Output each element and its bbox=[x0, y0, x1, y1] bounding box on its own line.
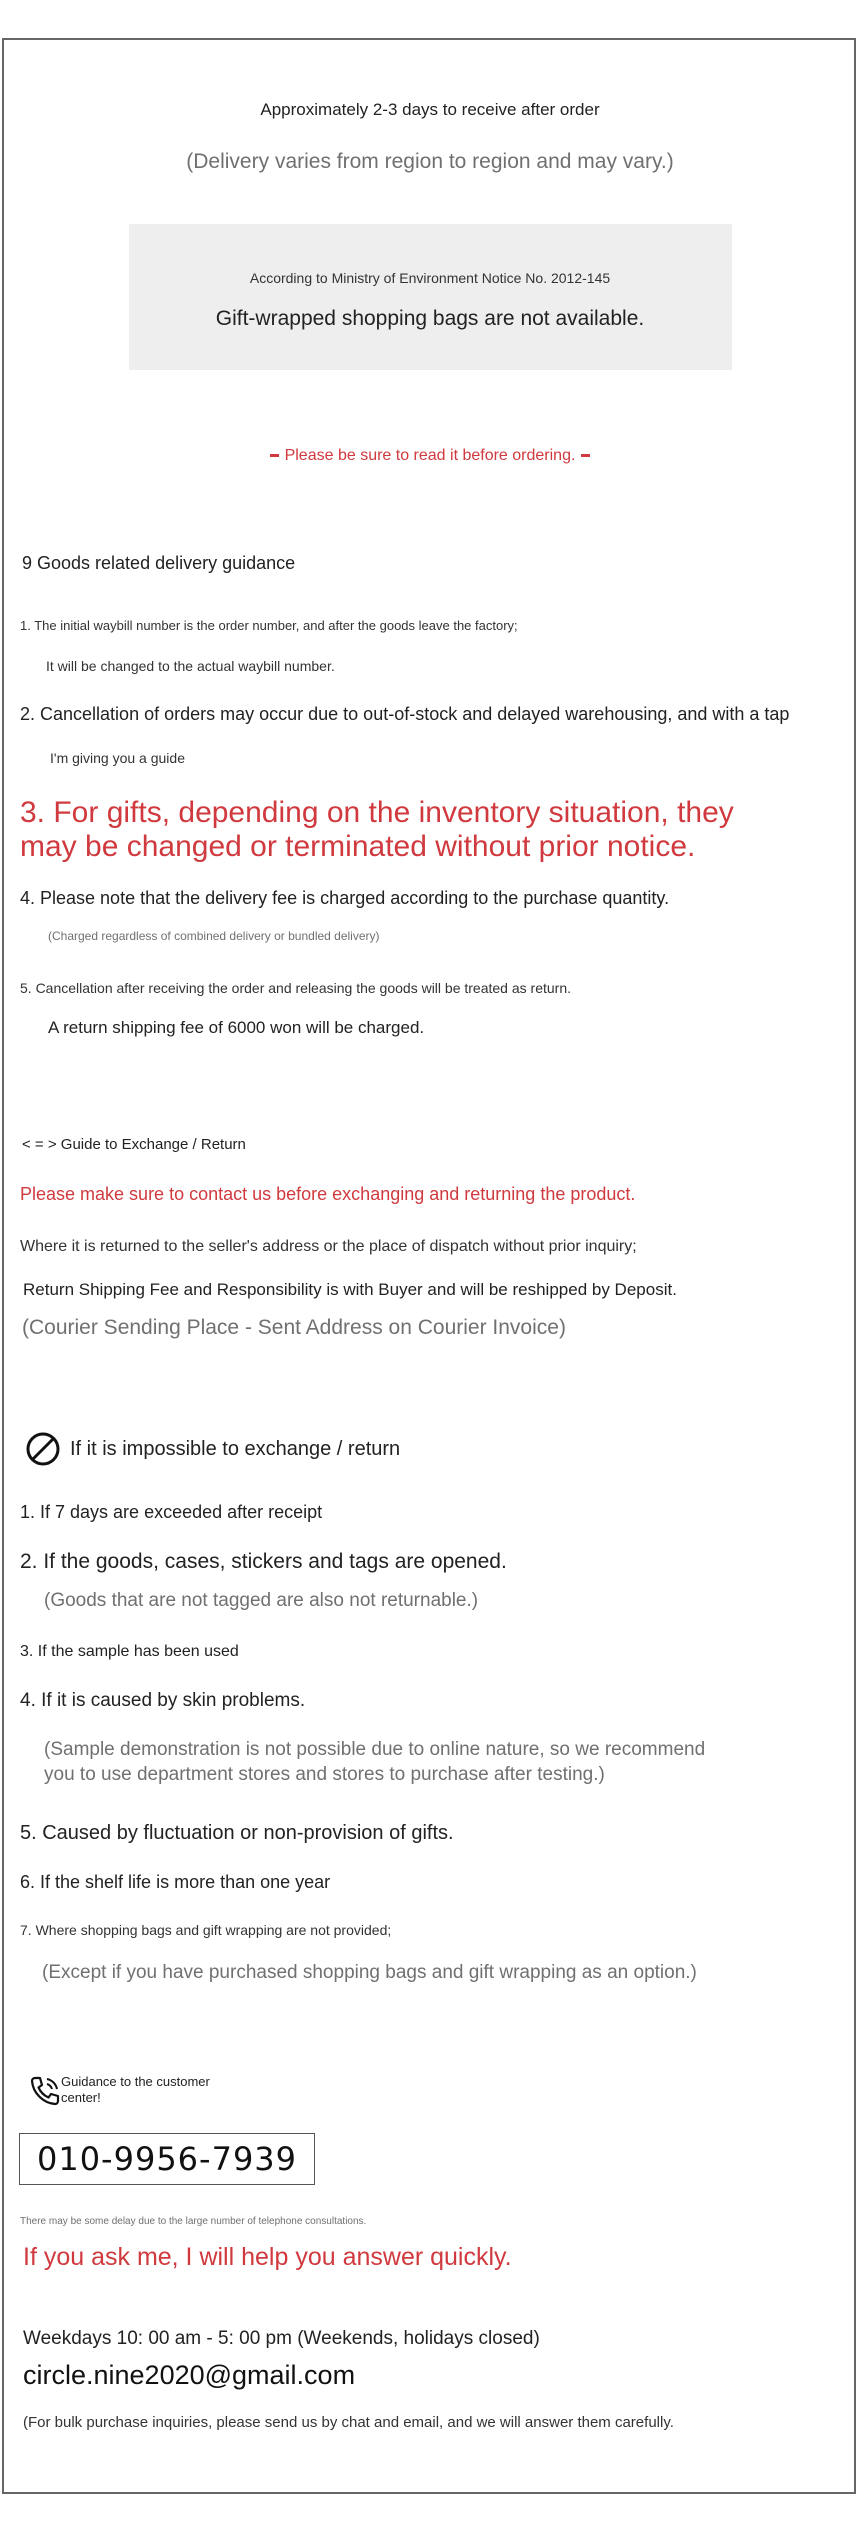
guidance-item-3 bbox=[20, 796, 734, 864]
impossible-item-6: 6. If the shelf life is more than one year bbox=[20, 1872, 331, 1892]
impossible-title: If it is impossible to exchange / return bbox=[70, 1438, 401, 1460]
impossible-item-5: 5. Caused by fluctuation or non-provision of gifts. bbox=[20, 1822, 454, 1844]
impossible-item-4-sub-line-2: you to use department stores and stores to purchase after testing.) bbox=[44, 1764, 605, 1785]
right-dash bbox=[581, 454, 590, 457]
page-frame bbox=[2, 38, 856, 2494]
guidance-item-1: 1. The initial waybill number is the order number, and after the goods leave the factory; bbox=[20, 618, 518, 633]
business-hours: Weekdays 10: 00 am - 5: 00 pm (Weekends, holidays closed) bbox=[23, 2328, 540, 2349]
exchange-line-2: Return Shipping Fee and Responsibility is with Buyer and will be reshipped by Deposit. bbox=[23, 1280, 677, 1299]
customer-center-label-line-2: center! bbox=[61, 2090, 101, 2105]
guidance-item-5-sub: A return shipping fee of 6000 won will be charged. bbox=[48, 1018, 425, 1037]
guidance-item-1-sub: It will be changed to the actual waybill number. bbox=[46, 658, 335, 674]
guidance-item-4-sub: (Charged regardless of combined delivery or bundled delivery) bbox=[48, 929, 380, 943]
impossible-item-4-sub-line-1: (Sample demonstration is not possible due to online nature, so we recommend bbox=[44, 1739, 706, 1760]
delivery-varies-note: (Delivery varies from region to region and may vary.) bbox=[186, 150, 674, 173]
customer-center-label bbox=[61, 2074, 210, 2106]
delivery-days: Approximately 2-3 days to receive after order bbox=[260, 100, 600, 119]
exchange-line-1: Where it is returned to the seller's address or the place of dispatch without prior inquiry; bbox=[20, 1238, 637, 1255]
contact-email[interactable]: circle.nine2020@gmail.com bbox=[23, 2360, 356, 2390]
impossible-item-1: 1. If 7 days are exceeded after receipt bbox=[20, 1502, 323, 1522]
gift-bag-notice: Gift-wrapped shopping bags are not available. bbox=[215, 307, 645, 330]
guidance-title: 9 Goods related delivery guidance bbox=[22, 553, 296, 573]
left-dash bbox=[270, 454, 279, 457]
guidance-item-3-line-2: may be changed or terminated without prior notice. bbox=[20, 830, 696, 863]
impossible-item-7-sub: (Except if you have purchased shopping bags and gift wrapping as an option.) bbox=[42, 1962, 697, 1983]
impossible-item-3: 3. If the sample has been used bbox=[20, 1643, 239, 1660]
exchange-line-3: (Courier Sending Place - Sent Address on Courier Invoice) bbox=[22, 1316, 566, 1339]
bulk-inquiry-note: (For bulk purchase inquiries, please send us by chat and email, and we will answer them carefully. bbox=[23, 2414, 674, 2431]
phone-delay-note: There may be some delay due to the large number of telephone consultations. bbox=[20, 2216, 367, 2227]
phone-icon bbox=[28, 2074, 62, 2108]
prohibited-icon bbox=[24, 1430, 62, 1468]
guidance-item-3-line-1: 3. For gifts, depending on the inventory situation, they bbox=[20, 796, 734, 829]
impossible-item-2: 2. If the goods, cases, stickers and tags are opened. bbox=[20, 1550, 507, 1573]
exchange-contact-note: Please make sure to contact us before exchanging and returning the product. bbox=[20, 1184, 636, 1204]
guidance-item-4: 4. Please note that the delivery fee is charged according to the purchase quantity. bbox=[20, 888, 670, 908]
exchange-return-title: < = > Guide to Exchange / Return bbox=[22, 1136, 246, 1153]
guidance-item-5: 5. Cancellation after receiving the order and releasing the goods will be treated as return. bbox=[20, 980, 571, 996]
customer-center-label-line-1: Guidance to the customer bbox=[61, 2074, 210, 2089]
read-before-text: Please be sure to read it before ordering. bbox=[284, 447, 576, 464]
impossible-item-7: 7. Where shopping bags and gift wrapping are not provided; bbox=[20, 1922, 392, 1938]
impossible-item-4: 4. If it is caused by skin problems. bbox=[20, 1690, 306, 1711]
impossible-item-4-sub bbox=[44, 1737, 705, 1787]
ministry-notice: According to Ministry of Environment Notice No. 2012-145 bbox=[249, 270, 611, 286]
environment-notice-box bbox=[129, 224, 732, 370]
guidance-item-2-sub: I'm giving you a guide bbox=[50, 750, 185, 766]
guidance-item-2: 2. Cancellation of orders may occur due to out-of-stock and delayed warehousing, and with a tap bbox=[20, 704, 790, 724]
read-before-ordering bbox=[0, 447, 860, 465]
quick-answer-note: If you ask me, I will help you answer quickly. bbox=[23, 2243, 512, 2271]
phone-number[interactable]: 010-9956-7939 bbox=[19, 2133, 315, 2185]
impossible-item-2-sub: (Goods that are not tagged are also not returnable.) bbox=[44, 1590, 479, 1611]
